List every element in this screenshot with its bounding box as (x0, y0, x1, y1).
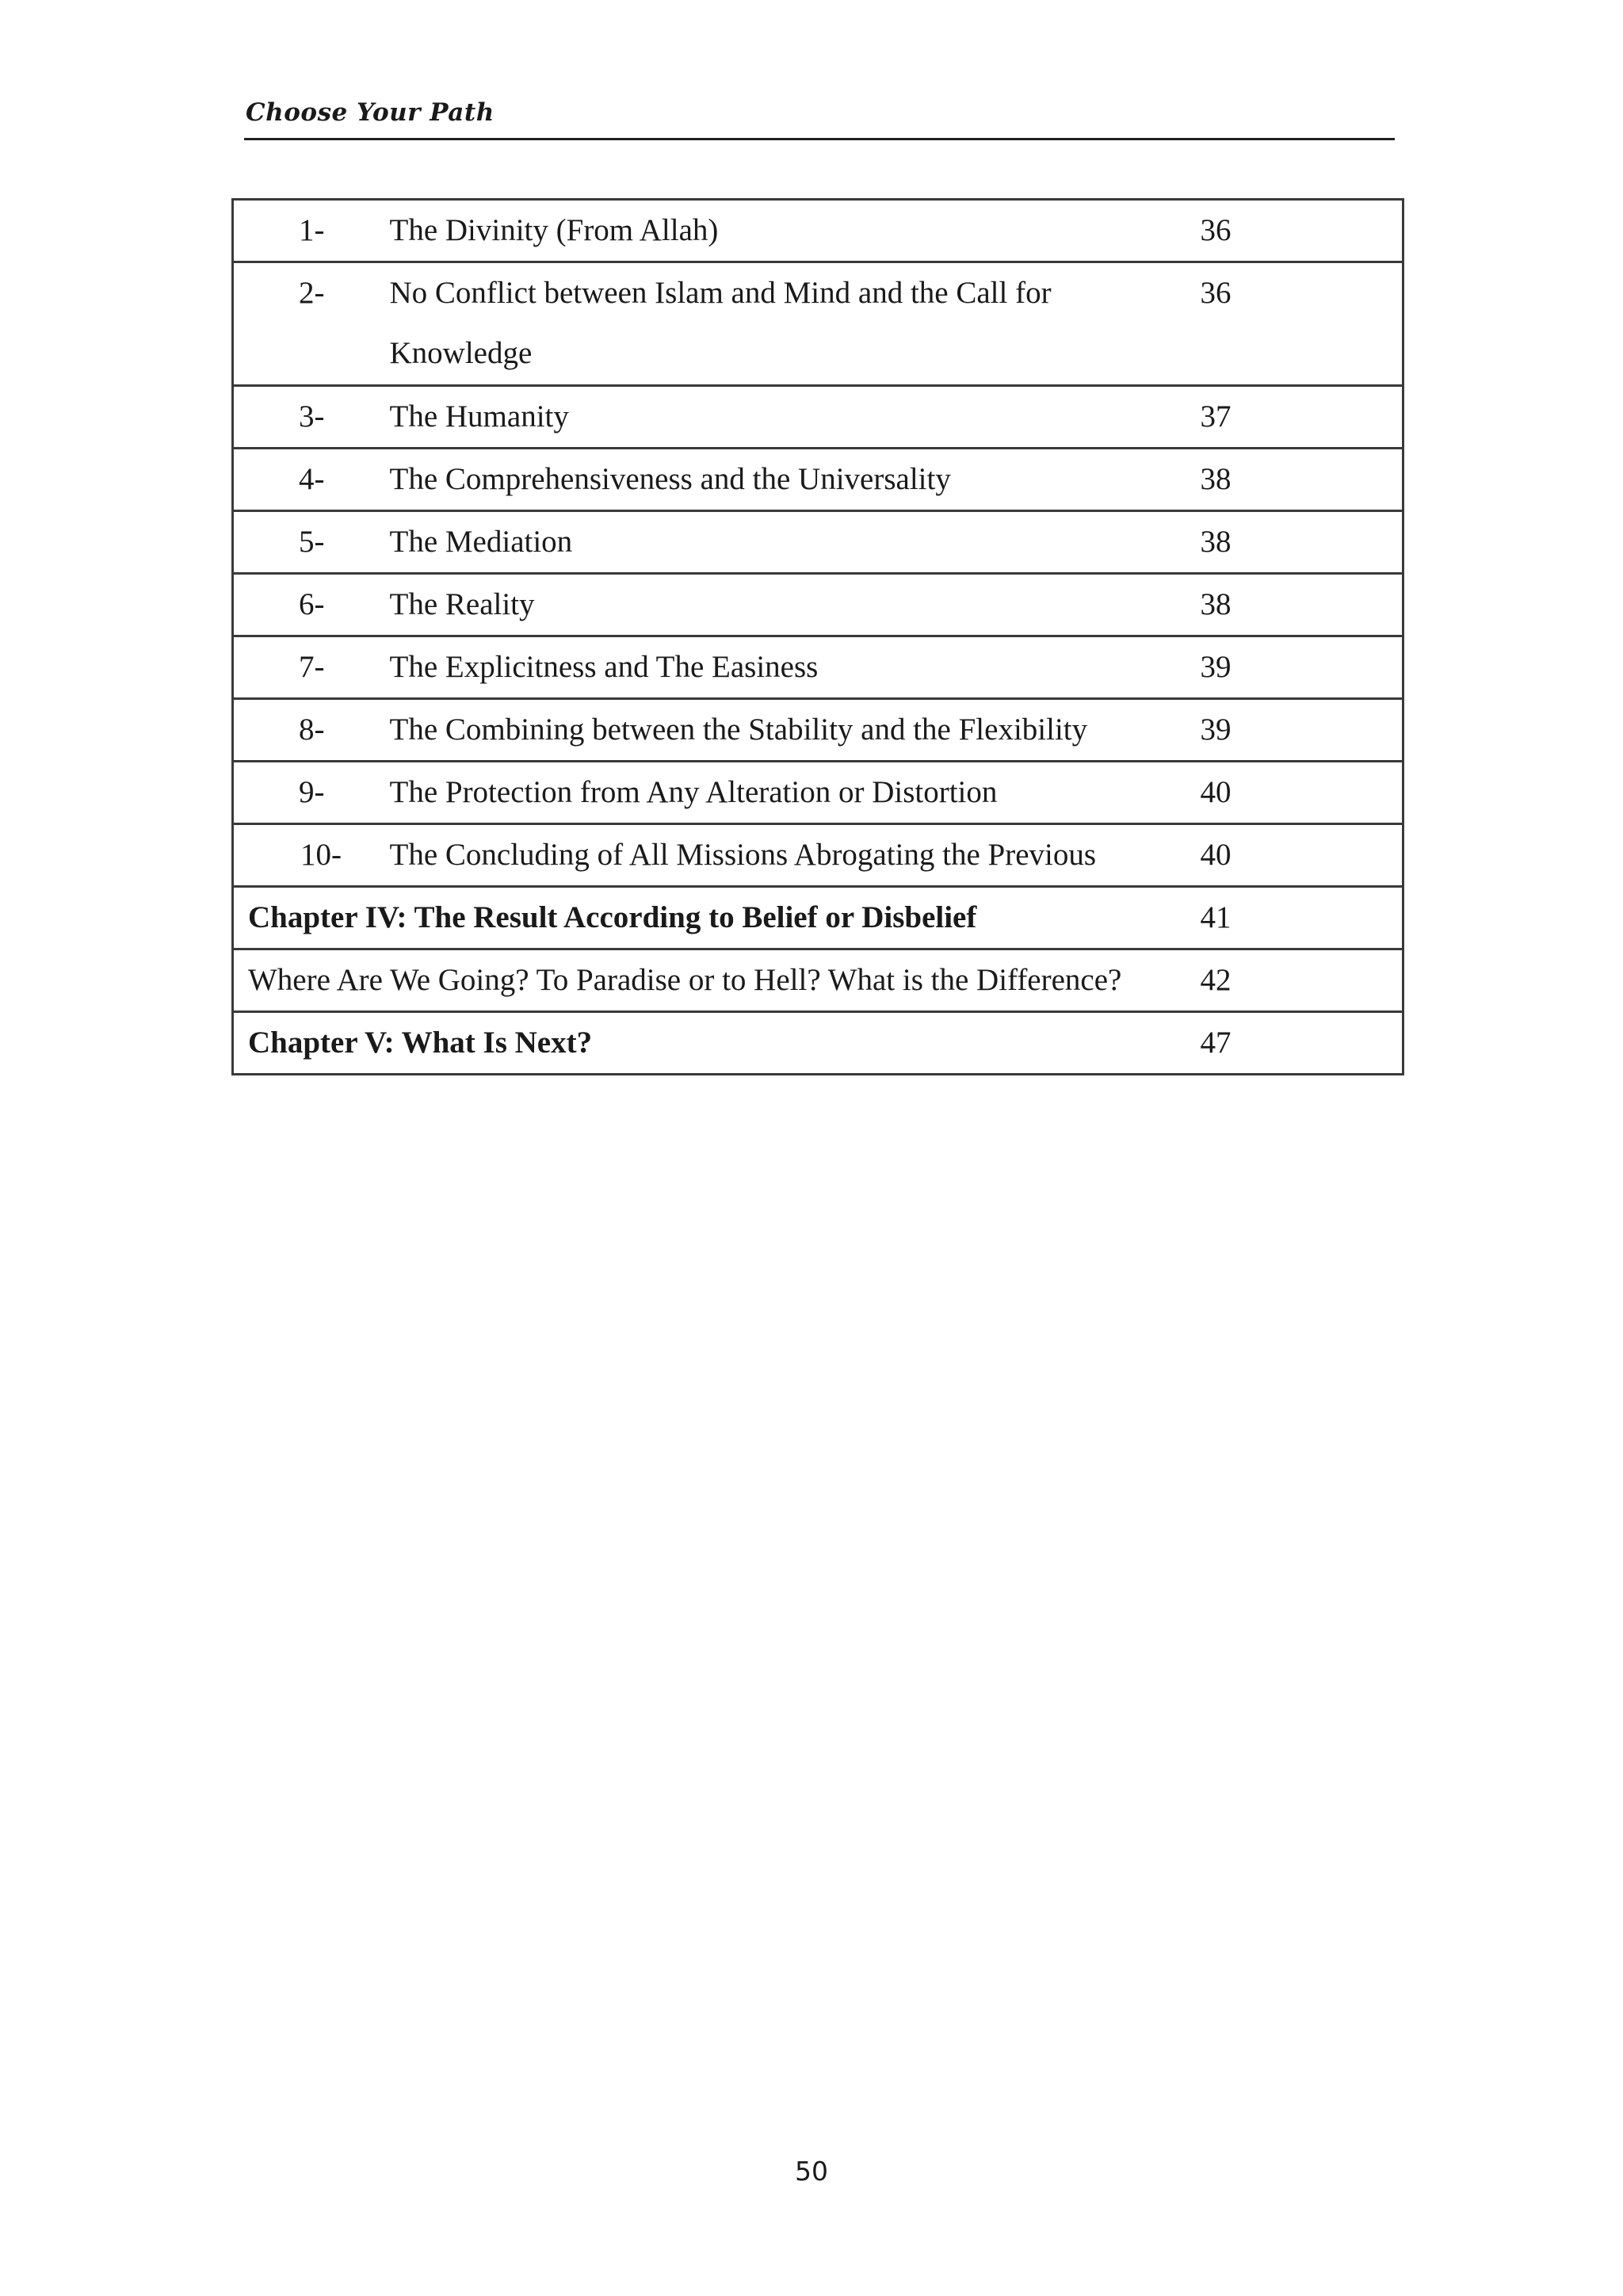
toc-item-page: 36 (1199, 200, 1403, 262)
toc-item-page: 36 (1199, 262, 1403, 386)
toc-section-page: 42 (1199, 949, 1403, 1012)
toc-item-title: The Mediation (388, 511, 1199, 574)
toc-section-title: Where Are We Going? To Paradise or to Hell? What is the Difference? (233, 949, 1199, 1012)
toc-row (233, 262, 1403, 386)
toc-item-number: 7- (233, 636, 388, 699)
toc-item-page: 40 (1199, 824, 1403, 887)
toc-item-number: 8- (233, 699, 388, 762)
toc-item-number: 2- (233, 262, 388, 386)
toc-chapter-row (233, 1012, 1403, 1075)
toc-item-title: The Divinity (From Allah) (388, 200, 1199, 262)
toc-item-title: No Conflict between Islam and Mind and the Call for Knowledge (388, 262, 1199, 386)
toc-row (233, 824, 1403, 887)
toc-chapter-title: Chapter IV: The Result According to Belief or Disbelief (233, 887, 1199, 949)
toc-chapter-row (233, 887, 1403, 949)
toc-item-page: 38 (1199, 449, 1403, 511)
toc-item-title: The Humanity (388, 386, 1199, 449)
toc-item-title: The Comprehensiveness and the Universality (388, 449, 1199, 511)
page-number: 50 (795, 2156, 828, 2187)
toc-item-number: 9- (233, 762, 388, 824)
running-header (244, 94, 1395, 140)
toc-item-number: 6- (233, 574, 388, 636)
toc-item-page: 37 (1199, 386, 1403, 449)
running-title: Choose Your Path (246, 98, 495, 127)
toc-chapter-page: 41 (1199, 887, 1403, 949)
toc-item-page: 40 (1199, 762, 1403, 824)
toc-item-number: 1- (233, 200, 388, 262)
toc-row (233, 762, 1403, 824)
toc-section-row (233, 949, 1403, 1012)
toc-item-title: The Concluding of All Missions Abrogating the Previous (388, 824, 1199, 887)
toc-row (233, 386, 1403, 449)
toc-item-title: The Protection from Any Alteration or Distortion (388, 762, 1199, 824)
toc-chapter-title: Chapter V: What Is Next? (233, 1012, 1199, 1075)
toc-item-page: 39 (1199, 699, 1403, 762)
toc-item-page: 39 (1199, 636, 1403, 699)
toc-chapter-page: 47 (1199, 1012, 1403, 1075)
toc-row (233, 699, 1403, 762)
toc-item-number: 5- (233, 511, 388, 574)
toc-row (233, 636, 1403, 699)
toc-row (233, 200, 1403, 262)
toc-item-number: 4- (233, 449, 388, 511)
toc-item-number: 3- (233, 386, 388, 449)
toc-item-title: The Combining between the Stability and the Flexibility (388, 699, 1199, 762)
toc-item-title: The Reality (388, 574, 1199, 636)
toc-item-page: 38 (1199, 511, 1403, 574)
toc-row (233, 574, 1403, 636)
table-of-contents (231, 198, 1404, 1075)
toc-item-title: The Explicitness and The Easiness (388, 636, 1199, 699)
toc-item-page: 38 (1199, 574, 1403, 636)
toc-row (233, 511, 1403, 574)
toc-item-number: 10- (233, 824, 388, 887)
toc-row (233, 449, 1403, 511)
